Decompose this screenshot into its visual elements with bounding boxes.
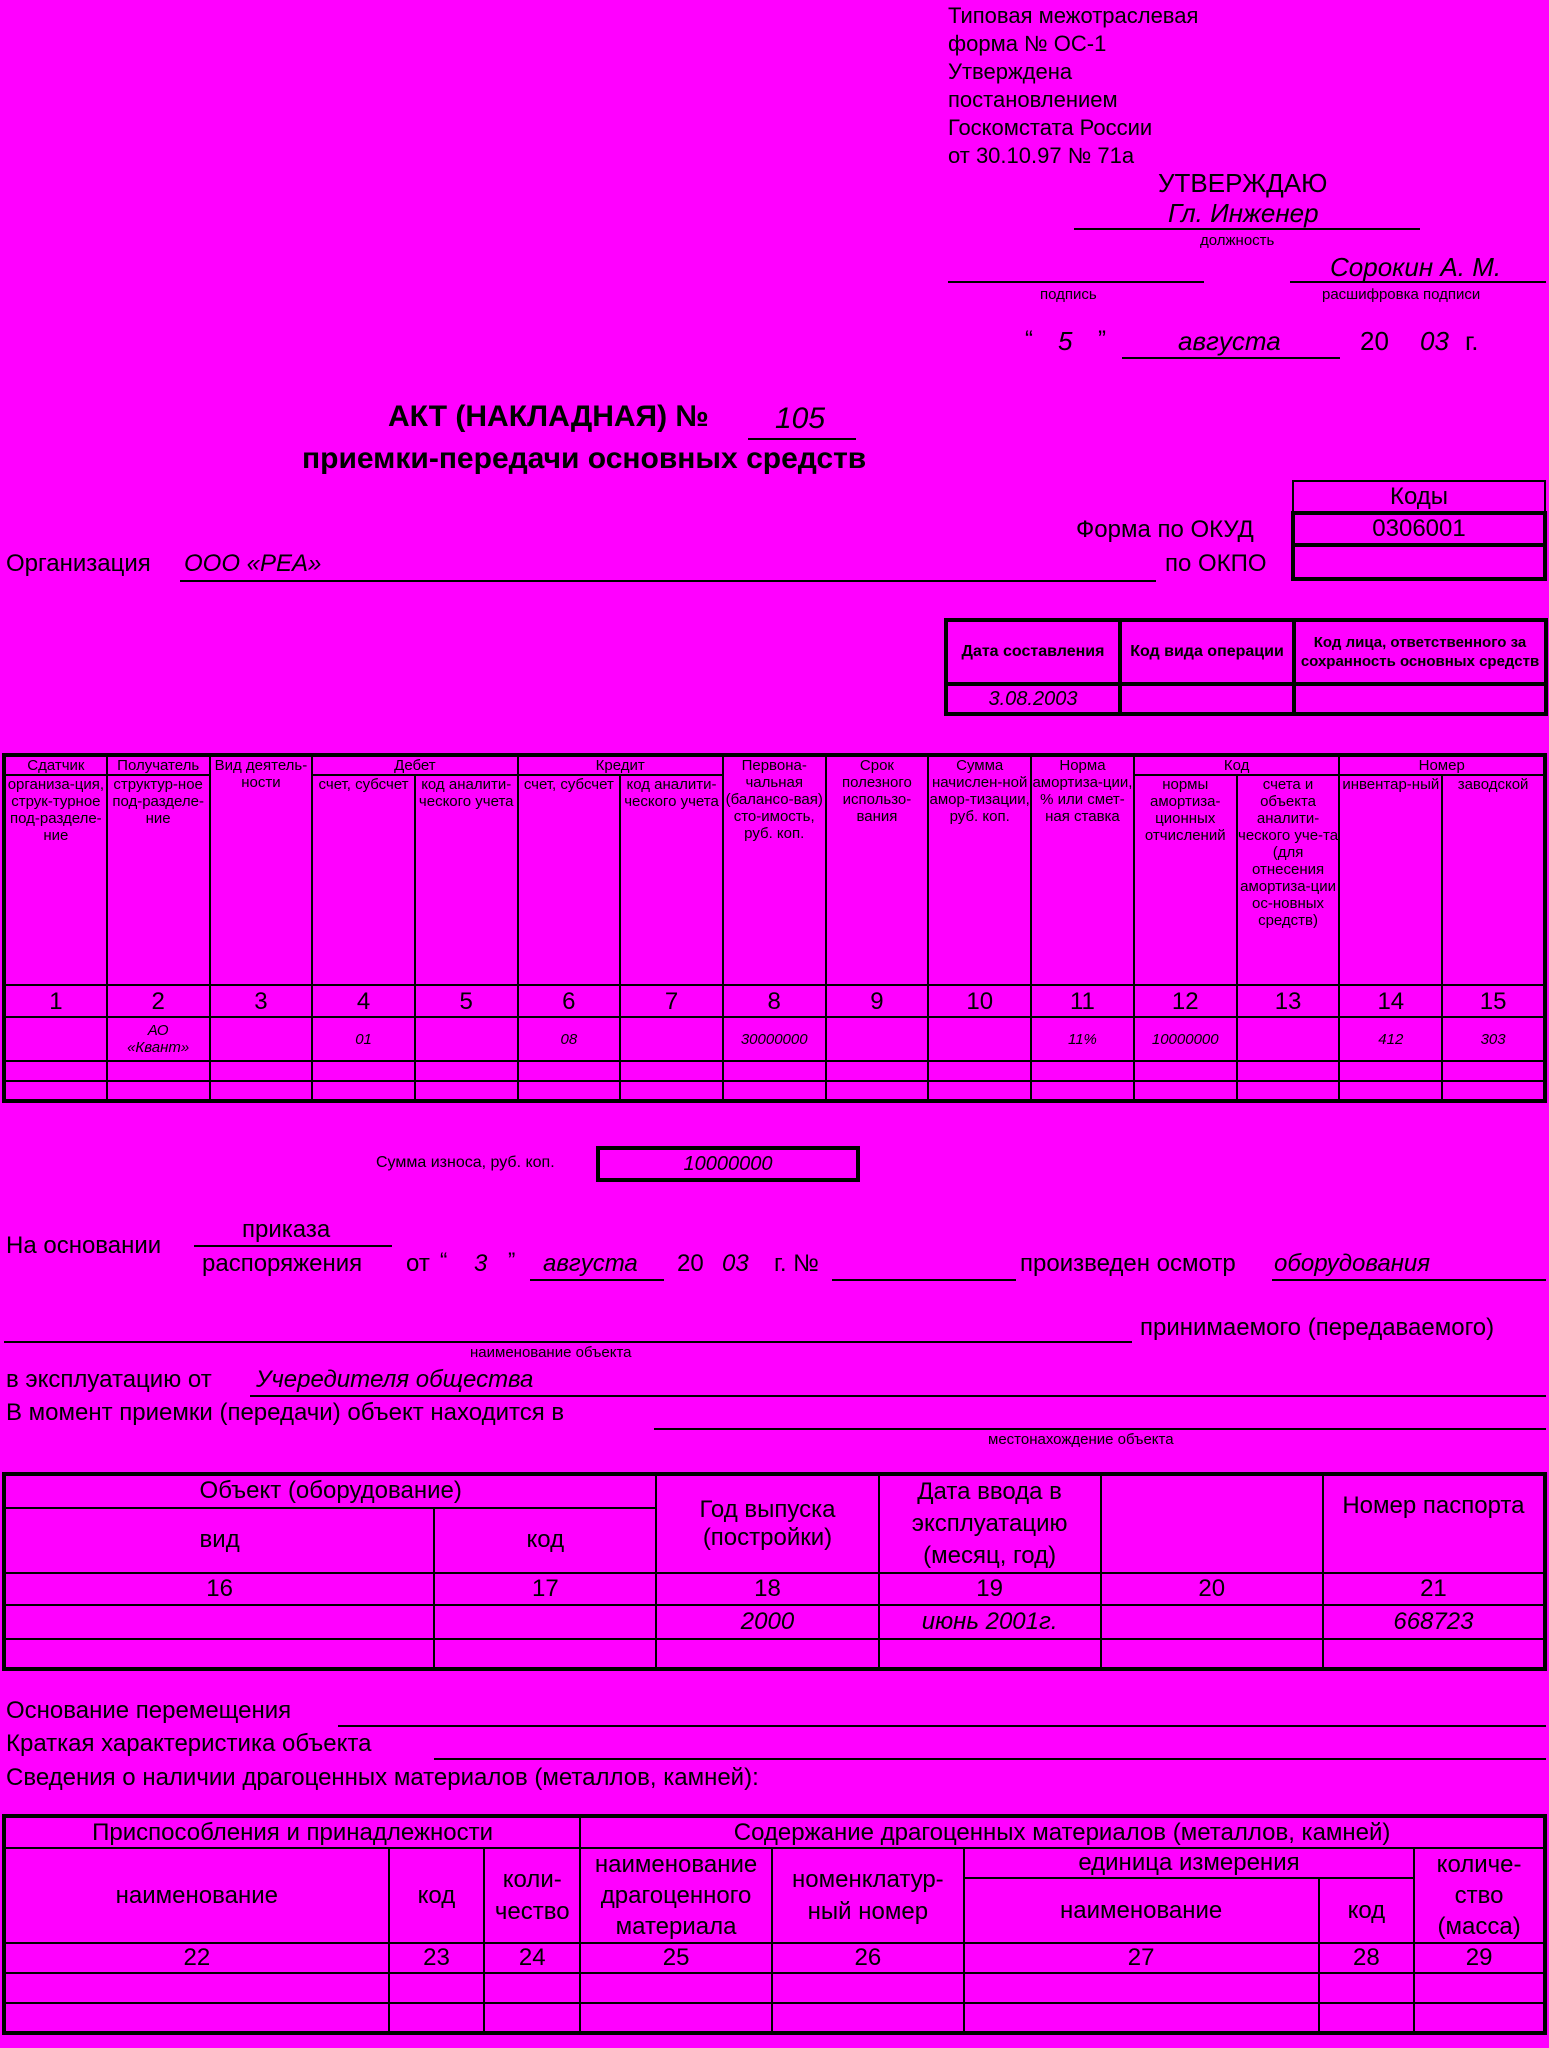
document-number-line (748, 438, 856, 440)
okpo-label: по ОКПО (1165, 550, 1267, 577)
form-header-line: от 30.10.97 № 71а (948, 143, 1135, 168)
move-basis-line (338, 1725, 1546, 1727)
column-number: 20 (1101, 1573, 1323, 1605)
date-table (944, 618, 1548, 716)
cell-empty[interactable] (434, 1639, 656, 1669)
basis-from: от (406, 1250, 430, 1277)
header-receiver: Получатель (107, 755, 210, 775)
nomenclature-header: номенклатур-ный номер (772, 1848, 964, 1943)
cell-empty[interactable] (928, 1061, 1031, 1081)
cell-empty[interactable] (620, 1061, 723, 1081)
header-sender: Сдатчик (4, 755, 107, 775)
approve-year[interactable]: 03 (1420, 326, 1449, 356)
unit-code-header: код (1319, 1878, 1415, 1943)
cell-empty[interactable] (415, 1081, 518, 1101)
cell-empty[interactable] (1237, 1081, 1340, 1101)
basis-prefix: На основании (6, 1232, 162, 1259)
column-number: 25 (580, 1943, 772, 1973)
cell-empty[interactable] (580, 2003, 772, 2033)
operation-value[interactable] (1120, 684, 1294, 714)
cell-empty[interactable] (620, 1081, 723, 1101)
object-table (2, 1472, 1547, 1671)
approve-close-quote: ” (1098, 326, 1106, 353)
cell-empty[interactable] (1339, 1081, 1442, 1101)
cell-kind[interactable] (4, 1605, 434, 1639)
accessories-header: Приспособления и принадлежности (4, 1816, 580, 1848)
codes-table (1291, 480, 1547, 581)
cell-empty[interactable] (107, 1081, 210, 1101)
precious-label: Сведения о наличии драгоценных материалов (металлов, камней): (6, 1764, 759, 1791)
cell-empty[interactable] (580, 1973, 772, 2003)
column-20-header (1101, 1474, 1323, 1573)
cell-empty[interactable] (723, 1061, 826, 1081)
mass-header: количе-ство (масса) (1414, 1848, 1545, 1943)
cell-empty[interactable] (210, 1061, 313, 1081)
cell-empty[interactable] (312, 1061, 415, 1081)
cell-empty[interactable] (879, 1639, 1101, 1669)
location-line (654, 1428, 1546, 1430)
basis-year-prefix: 20 (677, 1250, 704, 1277)
cell-empty[interactable] (1442, 1081, 1545, 1101)
cell-passport[interactable]: 668723 (1323, 1605, 1545, 1639)
cell-empty[interactable] (1101, 1639, 1323, 1669)
date-value[interactable]: 3.08.2003 (946, 684, 1120, 714)
header-sender-sub: организа-ция, струк-турное под-разделе-ние (4, 775, 107, 985)
column-number: 27 (964, 1943, 1319, 1973)
name-value[interactable]: Сорокин А. М. (1330, 252, 1502, 282)
cell-year[interactable]: 2000 (656, 1605, 878, 1639)
cell-empty[interactable] (1134, 1081, 1237, 1101)
cell-activity[interactable] (210, 1017, 313, 1061)
date-header: Дата составления (946, 620, 1120, 684)
column-number: 24 (484, 1943, 580, 1973)
basis-year[interactable]: 03 (722, 1250, 749, 1277)
header-number-inventory: инвентар-ный (1339, 775, 1442, 985)
column-number: 7 (620, 985, 723, 1017)
cell-empty[interactable] (1237, 1061, 1340, 1081)
column-number: 2 (107, 985, 210, 1017)
accessory-qty-header: коли-чество (484, 1848, 580, 1943)
header-credit-account: счет, субсчет (518, 775, 621, 985)
cell-empty[interactable] (1031, 1081, 1134, 1101)
cell-empty[interactable] (4, 1973, 389, 2003)
year-header: Год выпуска (постройки) (656, 1474, 878, 1573)
cell-empty[interactable] (518, 1081, 621, 1101)
cell-empty[interactable] (415, 1061, 518, 1081)
passport-header: Номер паспорта (1323, 1474, 1545, 1573)
cell-empty[interactable] (4, 1061, 107, 1081)
location-caption: местонахождение объекта (988, 1431, 1174, 1448)
form-header-line: Утверждена (948, 59, 1073, 84)
location-label: В момент приемки (передачи) объект находится в (6, 1399, 565, 1426)
column-number: 14 (1339, 985, 1442, 1017)
org-value[interactable]: ООО «РЕА» (184, 550, 322, 577)
cell-empty[interactable] (484, 2003, 580, 2033)
document-subtitle: приемки-передачи основных средств (302, 442, 867, 475)
basis-day[interactable]: 3 (474, 1250, 488, 1277)
form-header-line: Типовая межотраслевая (948, 3, 1199, 28)
form-header-line: форма № ОС-1 (948, 31, 1107, 56)
header-receiver-sub: структур-ное под-разделе-ние (107, 775, 210, 985)
cell-empty[interactable] (964, 2003, 1319, 2033)
column-number: 5 (415, 985, 518, 1017)
cell-initial-cost[interactable]: 30000000 (723, 1017, 826, 1061)
header-number-factory: заводской (1442, 775, 1545, 985)
unit-header: единица измерения (964, 1848, 1414, 1878)
header-debit-account: счет, субсчет (312, 775, 415, 985)
cell-credit-account[interactable]: 08 (518, 1017, 621, 1061)
cell-empty[interactable] (1323, 1639, 1545, 1669)
cell-empty[interactable] (4, 2003, 389, 2033)
org-line (180, 580, 1156, 582)
cell-empty[interactable] (1442, 1061, 1545, 1081)
cell-debit-account[interactable]: 01 (312, 1017, 415, 1061)
form-header-line: постановлением (948, 87, 1118, 112)
cell-empty[interactable] (312, 1081, 415, 1101)
date-in-header: Дата ввода в эксплуатацию (месяц, год) (879, 1474, 1101, 1573)
header-norm: Норма амортиза-ции, % или смет-ная ставка (1031, 755, 1134, 985)
column-number: 12 (1134, 985, 1237, 1017)
cell-empty[interactable] (1134, 1061, 1237, 1081)
cell-empty[interactable] (1339, 1061, 1442, 1081)
column-number: 22 (4, 1943, 389, 1973)
header-code-norms: нормы амортиза-ционных отчислений (1134, 775, 1237, 985)
move-basis-label: Основание перемещения (6, 1697, 292, 1724)
code-header: код (434, 1508, 656, 1573)
header-credit-code: код аналити-ческого учета (620, 775, 723, 985)
column-number: 8 (723, 985, 826, 1017)
okpo-value[interactable] (1293, 545, 1545, 579)
name-line (1290, 281, 1546, 283)
header-debit: Дебет (312, 755, 517, 775)
kind-header: вид (4, 1508, 434, 1573)
cell-empty[interactable] (772, 1973, 964, 2003)
cell-empty[interactable] (4, 1081, 107, 1101)
position-line (1074, 228, 1420, 230)
header-number: Номер (1339, 755, 1545, 775)
header-credit: Кредит (518, 755, 723, 775)
header-initial-cost: Первона-чальная (балансо-вая) сто-имость, руб. коп. (723, 755, 826, 985)
description-line (434, 1758, 1546, 1760)
basis-order[interactable]: приказа (242, 1216, 331, 1243)
column-number: 16 (4, 1573, 434, 1605)
basis-year-suffix: г. № (774, 1250, 819, 1277)
position-value[interactable]: Гл. Инженер (1168, 198, 1319, 228)
wear-label: Сумма износа, руб. коп. (376, 1154, 555, 1171)
cell-empty[interactable] (656, 1639, 878, 1669)
basis-fraction-line (194, 1245, 392, 1247)
column-number: 4 (312, 985, 415, 1017)
okud-value[interactable]: 0306001 (1293, 513, 1545, 545)
column-number: 19 (879, 1573, 1101, 1605)
header-depreciation-sum: Сумма начислен-ной амор-тизации, руб. коп. (928, 755, 1031, 985)
cell-credit-code[interactable] (620, 1017, 723, 1061)
signature-line (948, 281, 1204, 283)
cell-empty[interactable] (484, 1973, 580, 2003)
cell-empty[interactable] (1414, 1973, 1545, 2003)
column-number: 26 (772, 1943, 964, 1973)
cell-receiver[interactable]: АО «Квант» (107, 1017, 210, 1061)
accessory-name-header: наименование (4, 1848, 389, 1943)
cell-empty[interactable] (389, 2003, 485, 2033)
approve-title: УТВЕРЖДАЮ (1158, 168, 1328, 198)
document-title: АКТ (НАКЛАДНАЯ) № (388, 400, 709, 433)
accessory-code-header: код (389, 1848, 485, 1943)
org-label: Организация (6, 550, 151, 577)
column-number: 1 (4, 985, 107, 1017)
header-activity: Вид деятель-ности (210, 755, 313, 985)
form-header-line: Госкомстата России (948, 115, 1153, 140)
unit-name-header: наименование (964, 1878, 1319, 1943)
basis-close-quote: ” (508, 1248, 516, 1273)
column-number: 3 (210, 985, 313, 1017)
cell-empty[interactable] (1031, 1061, 1134, 1081)
cell-code[interactable] (434, 1605, 656, 1639)
cell-empty[interactable] (772, 2003, 964, 2033)
signature-caption: подпись (1040, 286, 1097, 303)
approve-year-prefix: 20 (1360, 326, 1389, 356)
cell-depreciation-sum[interactable] (928, 1017, 1031, 1061)
column-number: 6 (518, 985, 621, 1017)
basis-open-quote: “ (440, 1248, 448, 1273)
header-code: Код (1134, 755, 1340, 775)
cell-empty[interactable] (723, 1081, 826, 1101)
description-label: Краткая характеристика объекта (6, 1730, 372, 1757)
column-number: 21 (1323, 1573, 1545, 1605)
responsible-header: Код лица, ответственного за сохранность основных средств (1294, 620, 1546, 684)
position-caption: должность (1200, 232, 1275, 249)
document-number[interactable]: 105 (775, 402, 826, 435)
cell-term[interactable] (826, 1017, 929, 1061)
material-name-header: наименование драгоценного материала (580, 1848, 772, 1943)
operation-header: Код вида операции (1120, 620, 1294, 684)
header-debit-code: код аналити-ческого учета (415, 775, 518, 985)
name-caption: расшифровка подписи (1322, 286, 1481, 303)
basis-month-line (530, 1279, 664, 1281)
column-number: 23 (389, 1943, 485, 1973)
approve-day[interactable]: 5 (1058, 326, 1073, 356)
cell-date-in[interactable]: июнь 2001г. (879, 1605, 1101, 1639)
header-code-accounts: счета и объекта аналити-ческого уче-та (для отнесения амортиза-ции ос-новных средств) (1237, 775, 1340, 985)
okud-label: Форма по ОКУД (1076, 516, 1254, 543)
basis-inspection: произведен осмотр (1020, 1250, 1236, 1277)
exploitation-line (250, 1395, 1546, 1397)
column-number: 9 (826, 985, 929, 1017)
cell-empty[interactable] (389, 1973, 485, 2003)
cell-empty[interactable] (1319, 1973, 1415, 2003)
basis-number-line (832, 1279, 1016, 1281)
object-name-line (4, 1341, 1132, 1343)
header-term: Срок полезного использо-вания (826, 755, 929, 985)
codes-header: Коды (1293, 481, 1545, 513)
content-header: Содержание драгоценных материалов (металлов, камней) (580, 1816, 1545, 1848)
basis-object-line (1272, 1279, 1546, 1281)
cell-debit-code[interactable] (415, 1017, 518, 1061)
column-number: 28 (1319, 1943, 1415, 1973)
precious-table (2, 1814, 1547, 2035)
column-number: 17 (434, 1573, 656, 1605)
cell-empty[interactable] (826, 1061, 929, 1081)
cell-empty[interactable] (1414, 2003, 1545, 2033)
object-header: Объект (оборудование) (4, 1474, 656, 1508)
form-header (948, 2, 1198, 170)
column-number: 18 (656, 1573, 878, 1605)
exploitation-label: в эксплуатацию от (6, 1366, 212, 1393)
cell-number-inventory[interactable]: 412 (1339, 1017, 1442, 1061)
cell-norm[interactable]: 11% (1031, 1017, 1134, 1061)
cell-empty[interactable] (107, 1061, 210, 1081)
approve-month-line (1122, 357, 1340, 359)
responsible-value[interactable] (1294, 684, 1546, 714)
cell-empty[interactable] (928, 1081, 1031, 1101)
cell-column-20[interactable] (1101, 1605, 1323, 1639)
cell-empty[interactable] (826, 1081, 929, 1101)
cell-code-accounts[interactable] (1237, 1017, 1340, 1061)
wear-value[interactable]: 10000000 (596, 1146, 860, 1182)
approve-year-suffix: г. (1465, 326, 1479, 356)
column-number: 10 (928, 985, 1031, 1017)
column-number: 13 (1237, 985, 1340, 1017)
main-table (2, 753, 1547, 1103)
column-number: 11 (1031, 985, 1134, 1017)
approve-open-quote: “ (1025, 326, 1033, 353)
cell-empty[interactable] (518, 1061, 621, 1081)
cell-number-factory[interactable]: 303 (1442, 1017, 1545, 1061)
cell-empty[interactable] (210, 1081, 313, 1101)
basis-disposal[interactable]: распоряжения (202, 1250, 363, 1277)
column-number: 15 (1442, 985, 1545, 1017)
basis-month[interactable]: августа (543, 1250, 638, 1277)
cell-empty[interactable] (964, 1973, 1319, 2003)
object-name-caption: наименование объекта (470, 1344, 632, 1361)
cell-empty[interactable] (4, 1639, 434, 1669)
basis-object-value[interactable]: оборудования (1274, 1250, 1431, 1277)
cell-code-norms[interactable]: 10000000 (1134, 1017, 1237, 1061)
cell-empty[interactable] (1319, 2003, 1415, 2033)
column-number: 29 (1414, 1943, 1545, 1973)
cell-sender[interactable] (4, 1017, 107, 1061)
exploitation-value[interactable]: Учередителя общества (256, 1366, 534, 1393)
approve-month[interactable]: августа (1178, 326, 1281, 356)
basis-accepted: принимаемого (передаваемого) (1140, 1314, 1495, 1341)
